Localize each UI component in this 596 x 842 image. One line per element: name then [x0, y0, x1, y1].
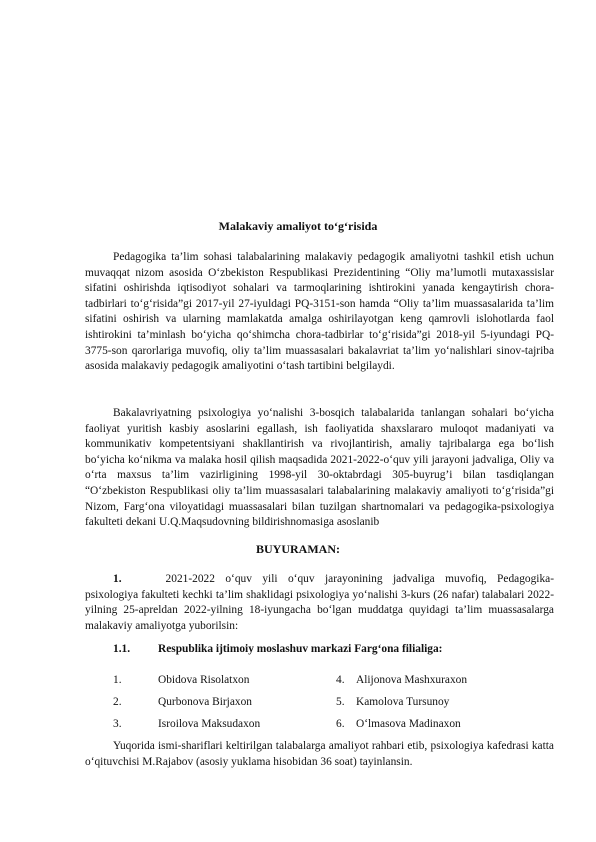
subitem-text: Respublika ijtimoiy moslashuv markazi Farg‘ona filialiga: [158, 643, 443, 655]
student-name: O‘lmasova Madinaxon [356, 718, 461, 730]
student-number: 6. [336, 718, 345, 730]
intro-paragraph: Pedagogika ta’lim sohasi talabalarining malakaviy pedagogik amaliyotni tashkil etish uchun muvaqqat nizom asosida O‘zbekiston Respublikasi Prezidentining “Oliy ma’lumotli mutaxassislar sifatini oshirishda iqtisodiyot sohalari va tarmoqlarining ishtirokini yanada kengaytirish chora-tadbirlari to‘g‘risida”gi 2017-yil 27-iyuldagi PQ-3151-son hamda “Oliy ta’lim muassasalarida ta’lim sifatini oshirish va ularning mamlakatda amalga oshirilayotgan keng qamrovli islohotlarda faol ishtirokini ta’minlash bo‘yicha qo‘shimcha chora-tadbirlar to‘g‘risida”gi 2018-yil 5-iyundagi PQ-3775-son qarorlariga muvofiq, oliy ta’lim muassasalari bakalavriat ta’lim yo‘nalishlari sinov-tajriba asosida malakaviy pedagogik amaliyotini o‘tash tartibini belgilaydi. [85, 251, 554, 373]
order-heading: BUYURAMAN: [256, 542, 340, 556]
student-name: Alijonova Mashxuraxon [356, 674, 468, 686]
supervisor-paragraph: Yuqorida ismi-shariflari keltirilgan talabalarga amaliyot rahbari etib, psixologiya kafedrasi katta o‘qituvchisi M.Rajabov (asosiy yuklama hisobidan 36 soat) tayinlansin. [85, 740, 554, 768]
student-row [113, 717, 533, 739]
order-item-text: 2021-2022 o‘quv yili o‘quv jarayonining jadvaliga muvofiq, Pedagogika-psixologiya fakulteti kechki ta’lim shaklidagi psixologiya yo‘nalishi 3-kurs (26 nafar) talabalari 2022-yilning 25-apreldan 2022-yilning 18-iyungacha bo‘lgan muddatga quyidagi ta’lim muassasalarga malakaviy amaliyotga yuborilsin: [85, 573, 554, 632]
student-row [113, 695, 533, 717]
student-name: Kamolova Tursunoy [356, 696, 450, 708]
student-name: Qurbonova Birjaxon [158, 696, 252, 708]
subitem-number: 1.1. [113, 643, 131, 655]
student-row [113, 673, 533, 695]
student-number: 4. [336, 674, 345, 686]
order-item-number: 1. [113, 573, 122, 585]
order-item-1 [85, 572, 554, 634]
student-number: 2. [113, 696, 122, 708]
student-number: 1. [113, 674, 122, 686]
student-name: Isroilova Maksudaxon [158, 718, 261, 730]
student-number: 3. [113, 718, 122, 730]
student-name: Obidova Risolatxon [158, 674, 250, 686]
basis-paragraph: Bakalavriyatning psixologiya yo‘nalishi 3-bosqich talabalarida tanlangan sohalari bo‘yicha faoliyat yuritish kasbiy asoslarini egallash, ish faoliyatida shaxslararo muloqot madaniyati va kommunikativ kompetentsiyani shakllantirish va rivojlantirish, amaliy tajribalarga ega bo‘lish bo‘yicha ko‘nikma va malaka hosil qilish maqsadida 2021-2022-o‘quv yili jarayoni jadvaliga, Oliy va o‘rta maxsus ta’lim vazirligining 1998-yil 30-oktabrdagi 305-buyrug’i bilan tasdiqlangan “O‘zbekiston Respublikasi oliy ta’lim muassasalari talabalarining malakaviy amaliyoti to‘g‘risida”gi Nizom, Farg‘ona viloyatidagi muassasalari bilan tuzilgan shartnomalari va pedagogika-psixologiya fakulteti dekani U.Q.Maqsudovning bildirishnomasiga asoslanib [85, 407, 554, 529]
student-number: 5. [336, 696, 345, 708]
order-subitem [113, 642, 442, 658]
document-title: Malakaviy amaliyot to‘g‘risida [218, 219, 378, 233]
student-list [113, 673, 533, 739]
